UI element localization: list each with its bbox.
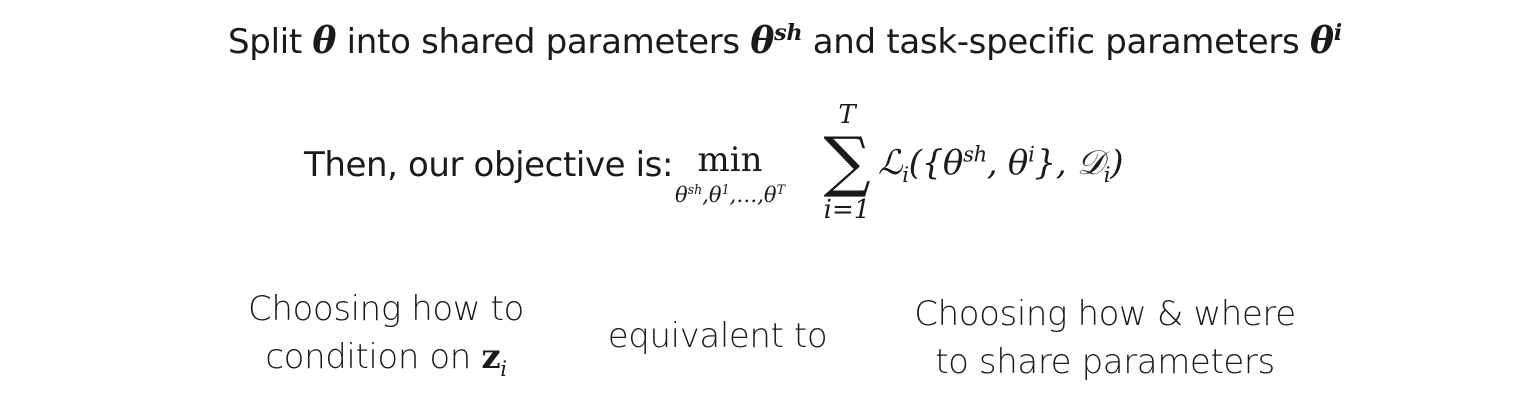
min-sub-theta: θ <box>675 183 688 207</box>
loss-symbol: ℒ <box>878 143 903 183</box>
header-text-split: Split <box>228 22 302 62</box>
min-word: min <box>697 140 763 180</box>
sum-operator <box>812 100 882 226</box>
left-line-2-text: condition on <box>265 337 471 377</box>
min-sub-one: 1 <box>721 182 730 197</box>
left-line-1: Choosing how to <box>248 289 524 329</box>
header-line <box>228 20 1342 62</box>
loss-close: ) <box>1110 143 1124 183</box>
min-sub-mid: ,θ <box>702 183 722 207</box>
sum-upper-limit: T <box>838 100 856 130</box>
middle-statement: equivalent to <box>607 316 828 356</box>
loss-expression <box>878 141 1124 187</box>
theta-shared-sup: sh <box>774 20 803 46</box>
data-symbol: 𝒟 <box>1076 143 1104 183</box>
header-text-shared: into shared parameters <box>346 22 740 62</box>
theta-task-sup: i <box>1333 20 1342 46</box>
loss-open: ({θ <box>908 143 964 183</box>
loss-close-set: }, <box>1034 143 1077 183</box>
theta-symbol: θ <box>312 20 337 62</box>
min-sub-sh: sh <box>687 182 703 197</box>
loss-sh: sh <box>963 141 987 167</box>
loss-i: i <box>1028 141 1035 167</box>
min-subscript <box>650 182 810 208</box>
right-statement <box>905 290 1305 386</box>
theta-shared-base: θ <box>750 20 775 62</box>
min-sub-T: T <box>776 182 785 197</box>
z-symbol <box>481 337 507 381</box>
header-text-task: and task-specific parameters <box>812 22 1300 62</box>
z-base: z <box>481 337 501 377</box>
loss-sub: i <box>902 161 909 187</box>
right-line-2: to share parameters <box>935 342 1275 382</box>
left-line-2 <box>226 333 546 381</box>
data-sub: i <box>1103 161 1111 187</box>
left-statement <box>226 285 546 381</box>
theta-task-symbol <box>1310 20 1342 62</box>
sum-symbol: ∑ <box>823 123 871 200</box>
right-line-1: Choosing how & where <box>914 294 1296 334</box>
min-operator <box>650 140 810 208</box>
objective-label: Then, our objective is: <box>304 145 674 185</box>
theta-task-base: θ <box>1309 20 1334 62</box>
min-sub-dots: ,…,θ <box>729 183 777 207</box>
theta-shared-symbol <box>750 20 802 62</box>
sum-lower-limit: i=1 <box>823 195 871 225</box>
z-sub: i <box>500 355 507 381</box>
loss-comma: , θ <box>986 143 1029 183</box>
